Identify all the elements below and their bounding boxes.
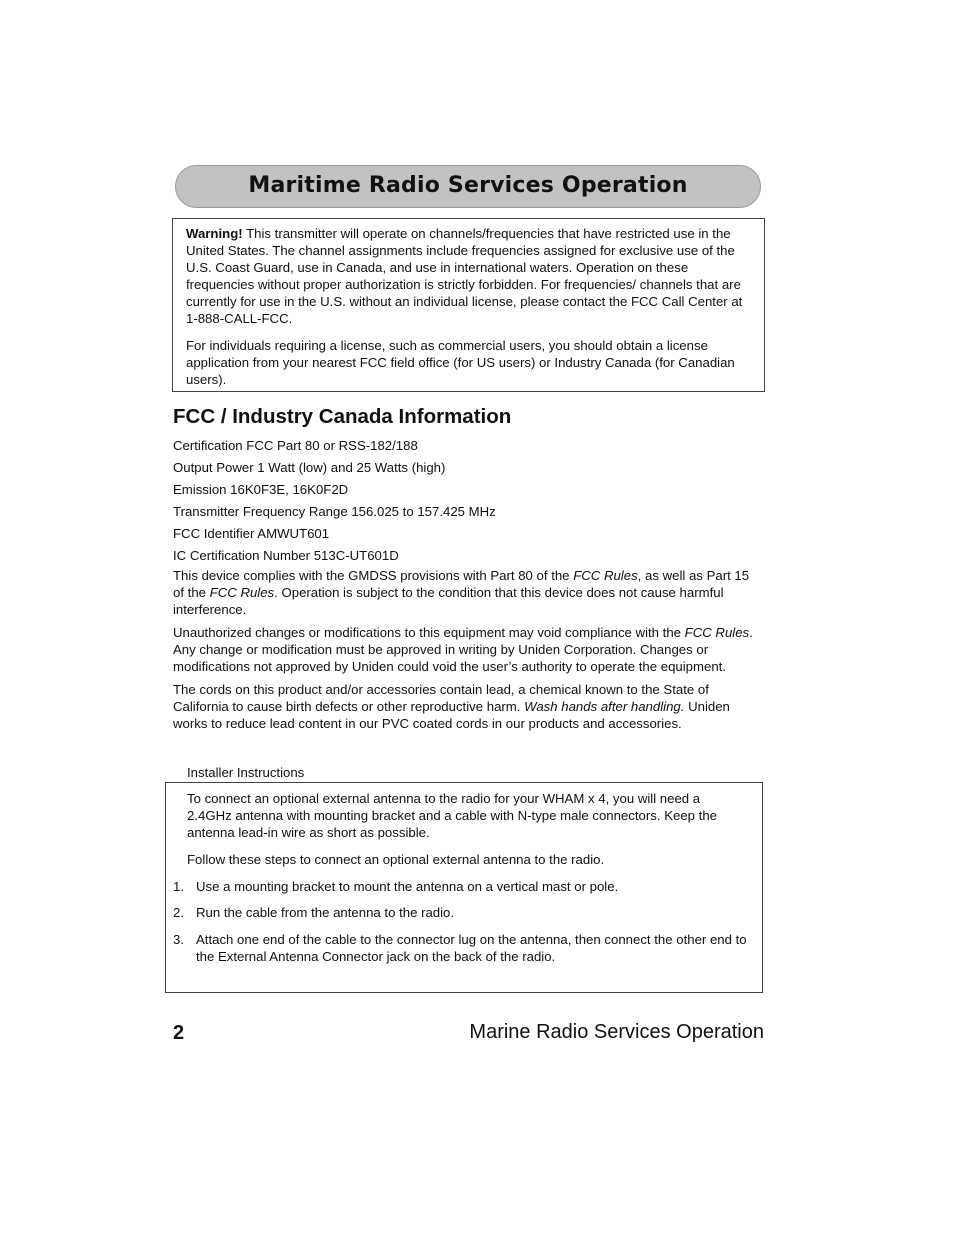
step-text: Attach one end of the cable to the connector lug on the antenna, then connect the other end to the External Antenna Connector jack on the back of the radio. xyxy=(196,932,747,964)
spec-emission: Emission 16K0F3E, 16K0F2D xyxy=(173,482,349,497)
step-number: 1. xyxy=(173,879,184,894)
installer-step xyxy=(173,931,763,965)
spec-fcc-identifier: FCC Identifier AMWUT601 xyxy=(173,526,330,541)
page-title: Maritime Radio Services Operation xyxy=(248,173,688,198)
warning-paragraph xyxy=(186,225,750,327)
spec-output-power: Output Power 1 Watt (low) and 25 Watts (high) xyxy=(173,460,446,475)
spec-frequency-range: Transmitter Frequency Range 156.025 to 157.425 MHz xyxy=(173,504,496,519)
footer-title: Marine Radio Services Operation xyxy=(469,1021,764,1043)
warning-text: This transmitter will operate on channels/frequencies that have restricted use in the United States. The channel assignments include frequencies assigned for exclusive use of the U.S. Coast Guard, use in Canada, and use in international waters. Operation on these frequencies without proper authorization is strictly forbidden. For frequencies/ channels that are currently for use in the U.S. without an individual license, please contact the FCC Call Center at 1-888-CALL-FCC. xyxy=(186,226,743,326)
installer-box xyxy=(165,782,763,993)
gmdss-paragraph: This device complies with the GMDSS provisions with Part 80 of the FCC Rules, as well as Part 15 of the FCC Rules. Operation is subject to the condition that this device does not cause harmful interference. xyxy=(173,568,750,617)
installer-follow: Follow these steps to connect an optional external antenna to the radio. xyxy=(187,852,605,867)
section-heading: FCC / Industry Canada Information xyxy=(173,405,512,428)
step-number: 2. xyxy=(173,905,184,920)
title-banner xyxy=(175,165,761,208)
installer-step xyxy=(173,878,763,895)
step-number: 3. xyxy=(173,932,184,947)
installer-intro: To connect an optional external antenna to the radio for your WHAM x 4, you will need a 2.4GHz antenna with mounting bracket and a cable with N-type male connectors. Keep the antenna lead-in wire as short as possible. xyxy=(187,791,717,840)
spec-list xyxy=(173,437,763,569)
changes-paragraph: Unauthorized changes or modifications to this equipment may void compliance with the FCC Rules. Any change or modification must be approved in writing by Uniden Corporation. Changes or modifications not approved by Uniden could void the user’s authority to operate the equipment. xyxy=(173,625,753,674)
lead-warning-paragraph: The cords on this product and/or accessories contain lead, a chemical known to the State of California to cause birth defects or other reproductive harm. Wash hands after handling. Uniden works to reduce lead content in our PVC coated cords in our products and accessories. xyxy=(173,682,730,731)
warning-label: Warning! xyxy=(186,226,243,241)
step-text: Use a mounting bracket to mount the antenna on a vertical mast or pole. xyxy=(196,879,619,894)
page-number: 2 xyxy=(173,1022,185,1044)
warning-box xyxy=(172,218,765,392)
step-text: Run the cable from the antenna to the radio. xyxy=(196,905,455,920)
spec-certification: Certification FCC Part 80 or RSS-182/188 xyxy=(173,438,418,453)
compliance-paragraphs xyxy=(173,567,763,738)
spec-ic-certification: IC Certification Number 513C-UT601D xyxy=(173,548,399,563)
installer-step xyxy=(173,904,763,921)
installer-label: Installer Instructions xyxy=(187,765,305,780)
license-paragraph: For individuals requiring a license, such as commercial users, you should obtain a license application from your nearest FCC field office (for US users) or Industry Canada (for Canadian users). xyxy=(186,338,735,387)
